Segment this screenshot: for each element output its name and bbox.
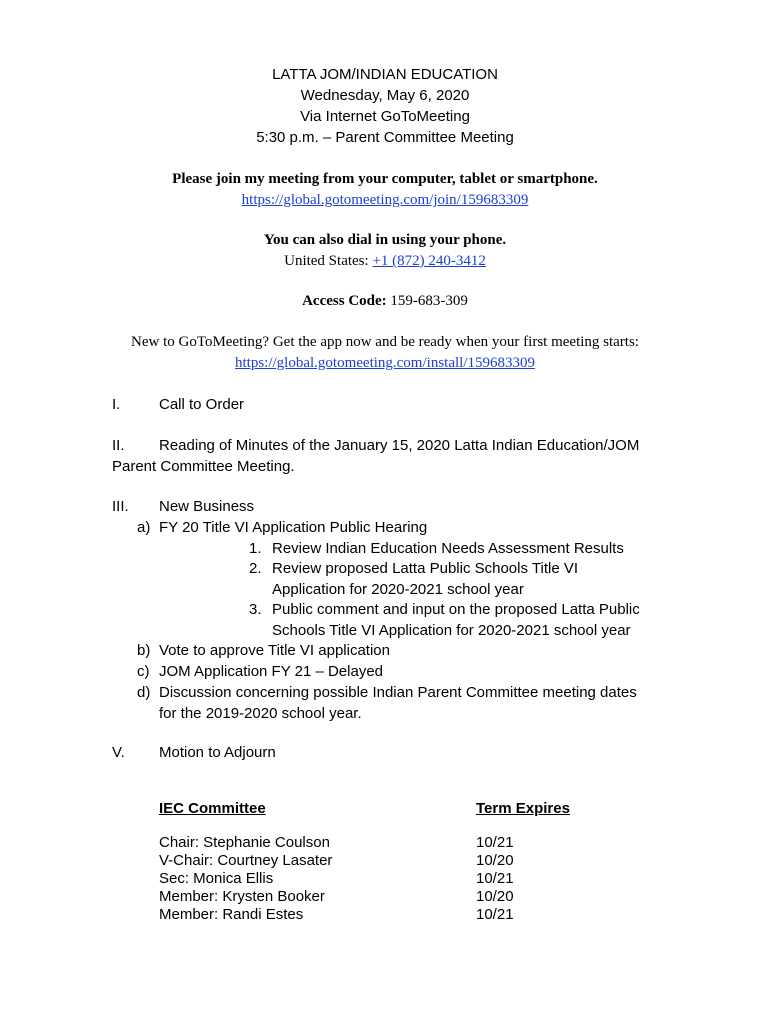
join-link-row — [0, 190, 770, 211]
committee-member-term: 10/20 — [476, 888, 514, 905]
committee-member-role: V-Chair: Courtney Lasater — [159, 852, 333, 869]
numbered-item-3-text-line2: Schools Title VI Application for 2020-2021 school year — [272, 622, 631, 639]
join-heading: Please join my meeting from your computer, tablet or smartphone. — [172, 171, 598, 187]
committee-term-column — [476, 834, 514, 924]
sub-item-b-marker: b) — [137, 642, 151, 659]
dial-heading: You can also dial in using your phone. — [263, 232, 507, 248]
agenda-item-5-text: Motion to Adjourn — [159, 744, 276, 761]
sub-item-c-text: JOM Application FY 21 – Delayed — [159, 663, 384, 680]
sub-item-d-text-line1: Discussion concerning possible Indian Parent Committee meeting dates — [159, 684, 637, 701]
agenda-item-2-text-line2: Parent Committee Meeting. — [112, 458, 295, 475]
numbered-item-2-text-line2: Application for 2020-2021 school year — [272, 581, 524, 598]
committee-member-role: Sec: Monica Ellis — [159, 870, 274, 887]
committee-member-term: 10/21 — [476, 834, 514, 851]
numbered-item-2-text-line1: Review proposed Latta Public Schools Title VI — [272, 560, 578, 577]
numbered-item-1-number: 1. — [249, 540, 262, 557]
committee-member-term: 10/21 — [476, 870, 514, 887]
agenda-item-1-number: I. — [112, 396, 121, 413]
dial-row — [0, 251, 770, 272]
agenda-item-2-text-line1: Reading of Minutes of the January 15, 2020 Latta Indian Education/JOM — [159, 437, 640, 454]
committee-member-role: Member: Randi Estes — [159, 906, 304, 923]
committee-heading: IEC Committee — [159, 800, 266, 817]
header-time: 5:30 p.m. – Parent Committee Meeting — [256, 129, 514, 146]
committee-member-role: Member: Krysten Booker — [159, 888, 325, 905]
sub-item-b-text: Vote to approve Title VI application — [159, 642, 390, 659]
dial-number-link[interactable]: +1 (872) 240-3412 — [372, 253, 486, 269]
agenda-item-1-text: Call to Order — [159, 396, 245, 413]
header-date: Wednesday, May 6, 2020 — [300, 87, 470, 104]
sub-item-d-marker: d) — [137, 684, 151, 701]
agenda-item-5-number: V. — [112, 744, 125, 761]
join-link[interactable]: https://global.gotomeeting.com/join/159683309 — [241, 192, 529, 208]
agenda-item-2-number: II. — [112, 437, 125, 454]
numbered-item-2-number: 2. — [249, 560, 262, 577]
access-code-value: 159-683-309 — [390, 293, 468, 309]
access-code-label: Access Code: — [302, 293, 387, 309]
access-code-row — [0, 291, 770, 312]
header-venue: Via Internet GoToMeeting — [300, 108, 470, 125]
numbered-item-3-number: 3. — [249, 601, 262, 618]
numbered-item-3-text-line1: Public comment and input on the proposed Latta Public — [272, 601, 640, 618]
install-link-row — [0, 353, 770, 374]
new-to-gotomeeting-text: New to GoToMeeting? Get the app now and be ready when your first meeting starts: — [131, 334, 639, 350]
sub-item-d-text-line2: for the 2019-2020 school year. — [159, 705, 362, 722]
numbered-item-1-text: Review Indian Education Needs Assessment Results — [272, 540, 624, 557]
dial-label: United States: — [284, 253, 369, 269]
term-expires-heading: Term Expires — [476, 800, 570, 817]
agenda-item-3-text: New Business — [159, 498, 255, 515]
committee-member-role: Chair: Stephanie Coulson — [159, 834, 330, 851]
committee-member-term: 10/20 — [476, 852, 514, 869]
committee-member-row — [159, 834, 332, 924]
sub-item-a-text: FY 20 Title VI Application Public Hearing — [159, 519, 428, 536]
sub-item-a-marker: a) — [137, 519, 151, 536]
header-title: LATTA JOM/INDIAN EDUCATION — [272, 66, 498, 83]
sub-item-c-marker: c) — [137, 663, 150, 680]
agenda-item-3-number: III. — [112, 498, 129, 515]
committee-member-term: 10/21 — [476, 906, 514, 923]
install-link[interactable]: https://global.gotomeeting.com/install/159683309 — [235, 355, 535, 371]
